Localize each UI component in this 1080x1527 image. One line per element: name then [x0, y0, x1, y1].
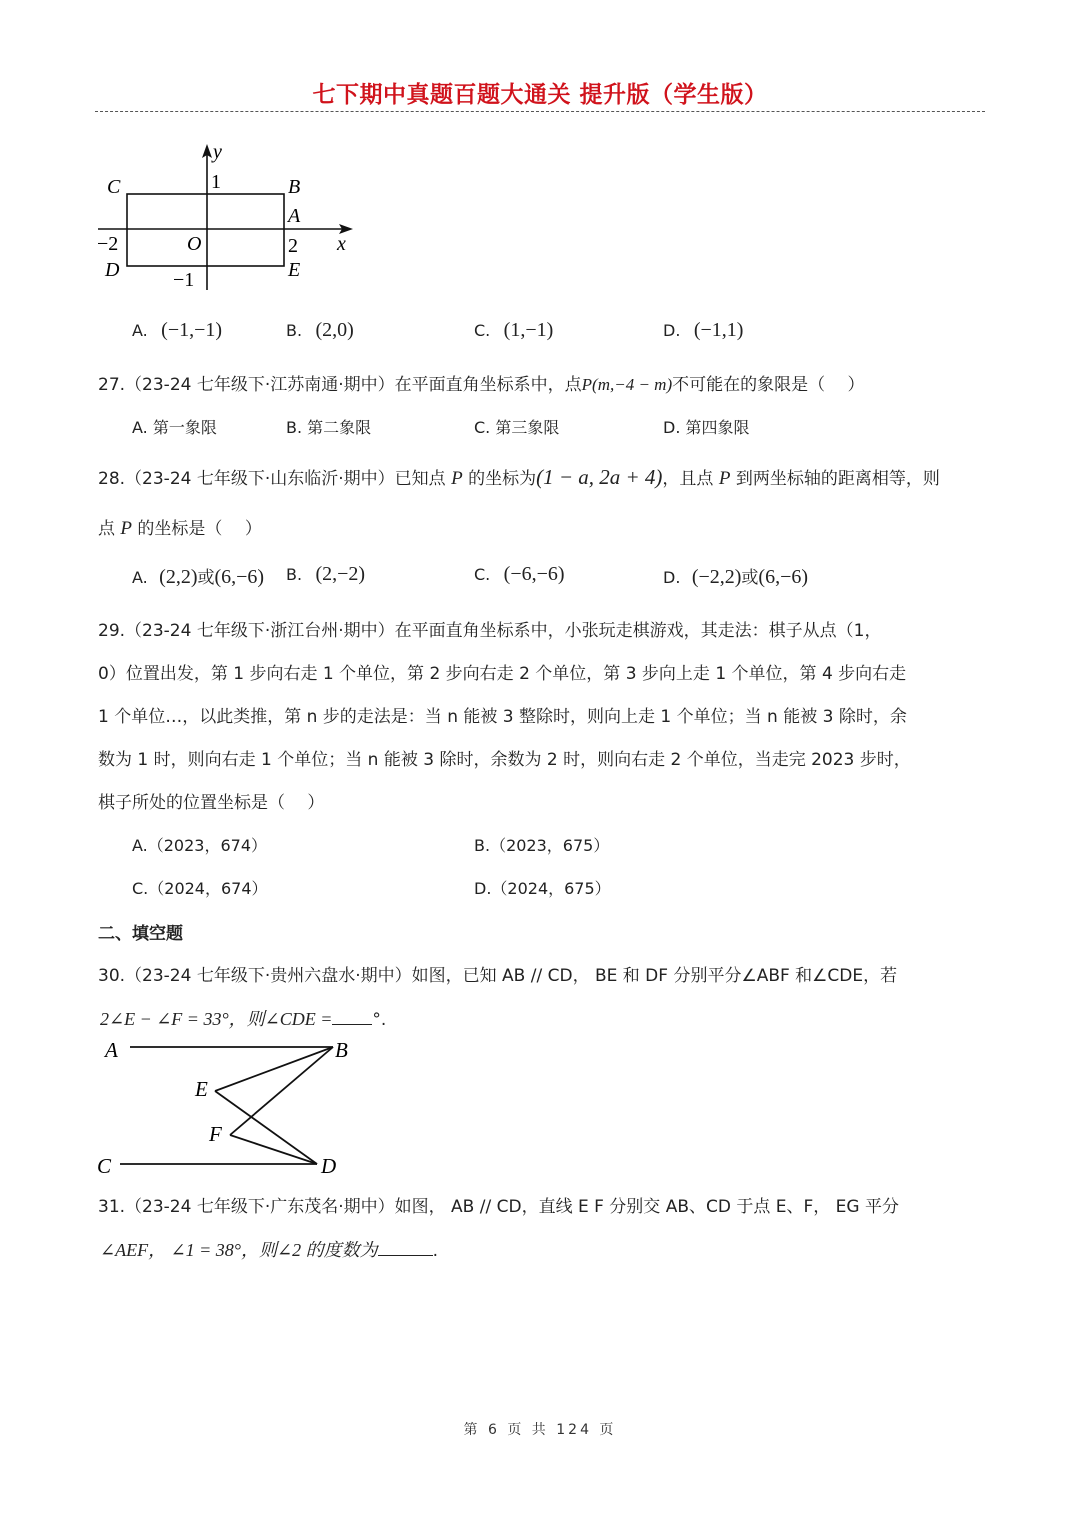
point-label-f: F	[209, 1122, 222, 1146]
document-header-title: 七下期中真题百题大通关 提升版（学生版）	[312, 82, 768, 108]
q28-option-b[interactable]: B. (2,−2)	[286, 563, 366, 585]
section-heading-fill-in-blank: 二、填空题	[98, 924, 183, 944]
y-axis-label: y	[213, 141, 222, 163]
point-label-d: D	[105, 259, 120, 281]
page-number-footer: 第 6 页 共 124 页	[463, 1422, 617, 1438]
point-label-c: C	[107, 176, 121, 198]
tick-label-neg2: −2	[97, 233, 119, 255]
parallel-lines-zigzag-figure	[95, 1037, 365, 1177]
x-axis-label: x	[337, 233, 346, 255]
q29-option-b[interactable]: B.（2023，675）	[474, 836, 610, 855]
q30-answer-blank[interactable]	[332, 1024, 372, 1025]
q31-stem-line2: ∠AEF， ∠1 = 38°，则∠2 的度数为 .	[100, 1240, 438, 1261]
q29-option-c[interactable]: C.（2024，674）	[132, 879, 268, 898]
q29-option-d[interactable]: D.（2024，675）	[474, 879, 611, 898]
tick-label-1: 1	[211, 171, 221, 193]
q29-stem-line5: 棋子所处的位置坐标是（ ）	[98, 793, 325, 813]
q27-option-b[interactable]: B. 第二象限	[286, 418, 372, 437]
point-label-a: A	[288, 205, 301, 227]
q29-stem-line4: 数为 1 时，则向右走 1 个单位；当 n 能被 3 除时，余数为 2 时，则向右走 2 个单位，当走完 2023 步时，	[98, 750, 911, 770]
tick-label-2: 2	[288, 235, 298, 257]
point-label-b: B	[288, 176, 301, 198]
q28-option-a[interactable]: A. (2,2)或(6,−6)	[132, 566, 265, 588]
point-label-b: B	[335, 1038, 348, 1062]
q28-stem-line2: 点 P 的坐标是（ ）	[98, 518, 262, 539]
q26-option-b[interactable]: B. (2,0)	[286, 319, 354, 341]
q27-option-a[interactable]: A. 第一象限	[132, 418, 217, 437]
tick-label-neg1: −1	[173, 269, 195, 291]
q29-stem-line3: 1 个单位…，以此类推，第 n 步的走法是：当 n 能被 3 整除时，则向上走 1 个单位；当 n 能被 3 除时，余	[98, 707, 907, 727]
origin-label: O	[187, 233, 202, 255]
q27-option-d[interactable]: D. 第四象限	[663, 418, 750, 437]
point-label-e: E	[195, 1077, 208, 1101]
q29-stem-line1: 29.（23-24 七年级下·浙江台州·期中）在平面直角坐标系中，小张玩走棋游戏，其走法：棋子从点（1，	[98, 621, 882, 641]
q28-option-d[interactable]: D. (−2,2)或(6,−6)	[663, 566, 809, 588]
q30-stem-line1: 30.（23-24 七年级下·贵州六盘水·期中）如图，已知 AB // CD， BE 和 DF 分别平分∠ABF 和∠CDE，若	[98, 966, 898, 986]
point-label-c: C	[97, 1154, 112, 1177]
header-divider	[95, 111, 985, 112]
point-label-e: E	[288, 259, 301, 281]
q31-stem-line1: 31.（23-24 七年级下·广东茂名·期中）如图， AB // CD，直线 E F 分别交 AB、CD 于点 E、F， EG 平分	[98, 1197, 899, 1217]
q26-option-a[interactable]: A. (−1,−1)	[132, 319, 223, 341]
q29-option-a[interactable]: A.（2023，674）	[132, 836, 268, 855]
q31-answer-blank[interactable]	[378, 1255, 433, 1256]
q30-stem-line2: 2∠E − ∠F = 33°，则∠CDE = °.	[100, 1009, 387, 1030]
q26-option-c[interactable]: C. (1,−1)	[474, 319, 554, 341]
point-label-d: D	[321, 1154, 337, 1177]
q26-option-d[interactable]: D. (−1,1)	[663, 319, 744, 341]
q28-option-c[interactable]: C. (−6,−6)	[474, 563, 565, 585]
q29-stem-line2: 0）位置出发，第 1 步向右走 1 个单位，第 2 步向右走 2 个单位，第 3 步向上走 1 个单位，第 4 步向右走	[98, 664, 907, 684]
q27-option-c[interactable]: C. 第三象限	[474, 418, 560, 437]
q28-stem-line1: 28.（23-24 七年级下·山东临沂·期中）已知点 P 的坐标为(1 − a, 2a + 4)，且点 P 到两坐标轴的距离相等，则	[98, 465, 940, 489]
q27-stem: 27.（23-24 七年级下·江苏南通·期中）在平面直角坐标系中，点P(m,−4 − m)不可能在的象限是（ ）	[98, 375, 865, 395]
point-label-a: A	[105, 1038, 118, 1062]
coordinate-rectangle-figure	[95, 138, 365, 298]
